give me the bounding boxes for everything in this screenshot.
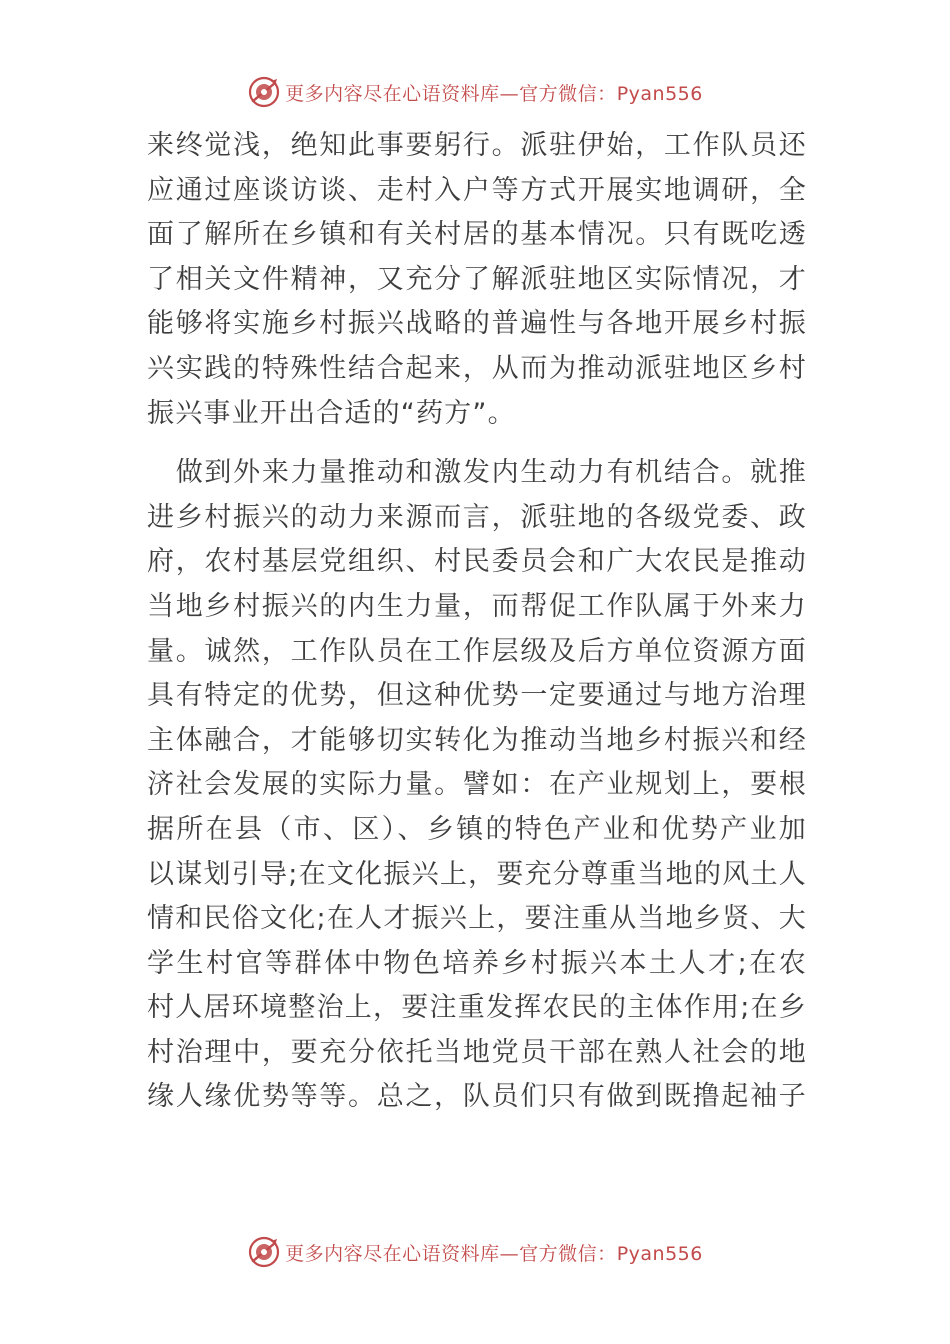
header-site-text: 更多内容尽在心语资料库	[285, 82, 500, 105]
text-line: 量。诚然，工作队员在工作层级及后方单位资源方面	[147, 635, 807, 667]
document-body	[147, 124, 807, 1120]
text-line: 情和民俗文化;在人才振兴上，要注重从当地乡贤、大	[147, 903, 807, 935]
header-wechat-label: 官方微信：	[519, 82, 617, 105]
text-line: 振兴事业开出合适的“药方”。	[147, 397, 516, 429]
text-line: 济社会发展的实际力量。譬如：在产业规划上，要根	[147, 769, 807, 801]
text-line: 村人居环境整治上，要注重发挥农民的主体作用;在乡	[147, 992, 807, 1024]
footer-text	[285, 1239, 703, 1266]
header-wechat-id: Pyan556	[616, 82, 703, 105]
logo-icon	[247, 1235, 281, 1269]
text-line: 据所在县（市、区）、乡镇的特色产业和优势产业加	[147, 813, 807, 845]
text-line: 主体融合，才能够切实转化为推动当地乡村振兴和经	[147, 724, 807, 756]
footer-site-text: 更多内容尽在心语资料库	[285, 1242, 500, 1265]
footer-banner	[0, 1232, 950, 1272]
text-line: 当地乡村振兴的内生力量，而帮促工作队属于外来力	[147, 590, 807, 622]
text-line: 进乡村振兴的动力来源而言，派驻地的各级党委、政	[147, 501, 807, 533]
logo-icon	[247, 75, 281, 109]
text-line: 面了解所在乡镇和有关村居的基本情况。只有既吃透	[147, 219, 807, 251]
header-text	[285, 79, 703, 106]
text-line: 以谋划引导;在文化振兴上，要充分尊重当地的风土人	[147, 858, 807, 890]
header-banner	[0, 72, 950, 112]
text-line: 了相关文件精神，又充分了解派驻地区实际情况，才	[147, 263, 807, 295]
text-line: 应通过座谈访谈、走村入户等方式开展实地调研，全	[147, 174, 807, 206]
text-line: 缘人缘优势等等。总之，队员们只有做到既撸起袖子	[147, 1081, 807, 1113]
text-line: 府，农村基层党组织、村民委员会和广大农民是推动	[147, 546, 807, 578]
header-dash: —	[499, 82, 520, 105]
text-line: 村治理中，要充分依托当地党员干部在熟人社会的地	[147, 1036, 807, 1068]
text-line: 能够将实施乡村振兴战略的普遍性与各地开展乡村振	[147, 308, 807, 340]
text-line: 具有特定的优势，但这种优势一定要通过与地方治理	[147, 680, 807, 712]
paragraph-2	[147, 451, 807, 1120]
footer-wechat-id: Pyan556	[616, 1242, 703, 1265]
text-line: 做到外来力量推动和激发内生动力有机结合。就推	[147, 457, 807, 489]
text-line: 兴实践的特殊性结合起来，从而为推动派驻地区乡村	[147, 352, 807, 384]
footer-dash: —	[499, 1242, 520, 1265]
paragraph-1	[147, 124, 807, 436]
footer-wechat-label: 官方微信：	[519, 1242, 617, 1265]
text-line: 学生村官等群体中物色培养乡村振兴本土人才;在农	[147, 947, 807, 979]
text-line: 来终觉浅，绝知此事要躬行。派驻伊始，工作队员还	[147, 130, 807, 161]
